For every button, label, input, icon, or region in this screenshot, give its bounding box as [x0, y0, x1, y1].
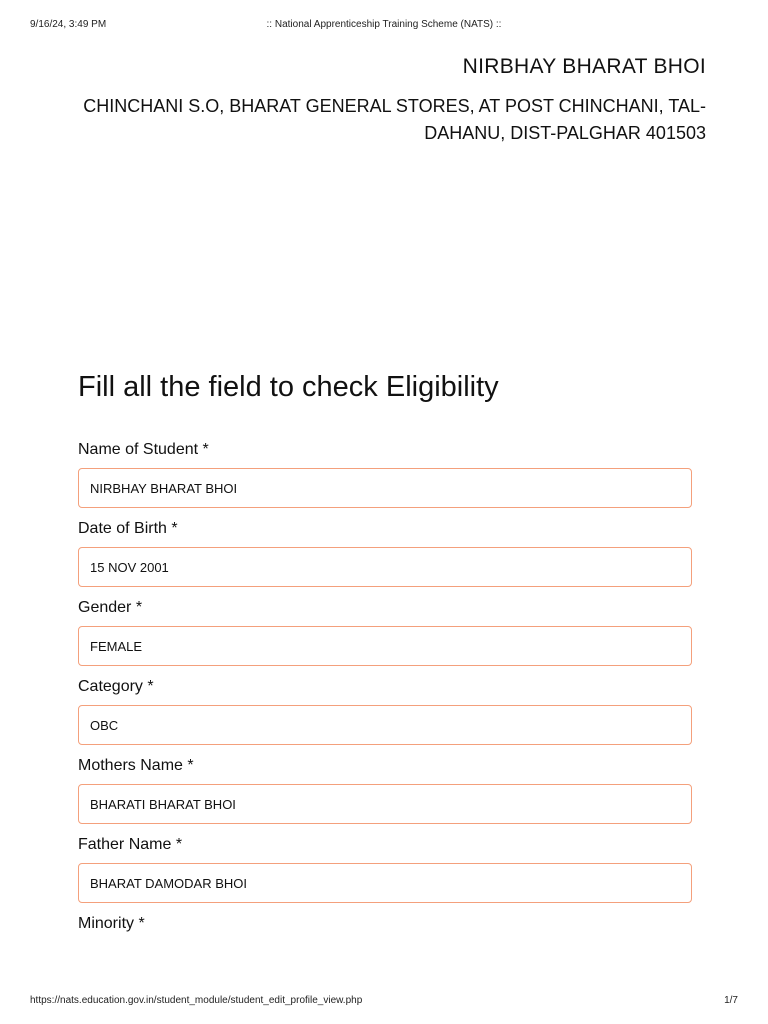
form-heading: Fill all the field to check Eligibility	[78, 371, 499, 403]
field-date-of-birth	[78, 519, 692, 587]
print-date: 9/16/24, 3:49 PM	[30, 19, 107, 30]
field-mothers-name	[78, 756, 692, 824]
field-student-name	[78, 440, 692, 508]
profile-address: CHINCHANI S.O, BHARAT GENERAL STORES, AT POST CHINCHANI, TAL-DAHANU, DIST-PALGHAR 401503	[83, 96, 706, 143]
father-name-label: Father Name *	[78, 836, 183, 853]
eligibility-form	[78, 440, 692, 945]
student-name-input[interactable]	[78, 468, 692, 508]
field-father-name	[78, 835, 692, 903]
gender-input[interactable]	[78, 626, 692, 666]
field-minority	[78, 914, 692, 934]
category-input[interactable]	[78, 705, 692, 745]
field-gender	[78, 598, 692, 666]
father-name-input[interactable]	[78, 863, 692, 903]
field-category	[78, 677, 692, 745]
print-page-number: 1/7	[724, 995, 738, 1006]
print-title: :: National Apprenticeship Training Scheme (NATS) ::	[266, 19, 502, 30]
gender-label: Gender *	[78, 599, 143, 616]
mothers-name-input[interactable]	[78, 784, 692, 824]
category-label: Category *	[78, 678, 154, 695]
mothers-name-label: Mothers Name *	[78, 757, 194, 774]
profile-name: NIRBHAY BHARAT BHOI	[462, 55, 706, 78]
date-of-birth-input[interactable]	[78, 547, 692, 587]
date-of-birth-label: Date of Birth *	[78, 520, 178, 537]
student-name-label: Name of Student *	[78, 441, 209, 458]
minority-label: Minority *	[78, 915, 145, 932]
print-url: https://nats.education.gov.in/student_module/student_edit_profile_view.php	[30, 995, 363, 1006]
